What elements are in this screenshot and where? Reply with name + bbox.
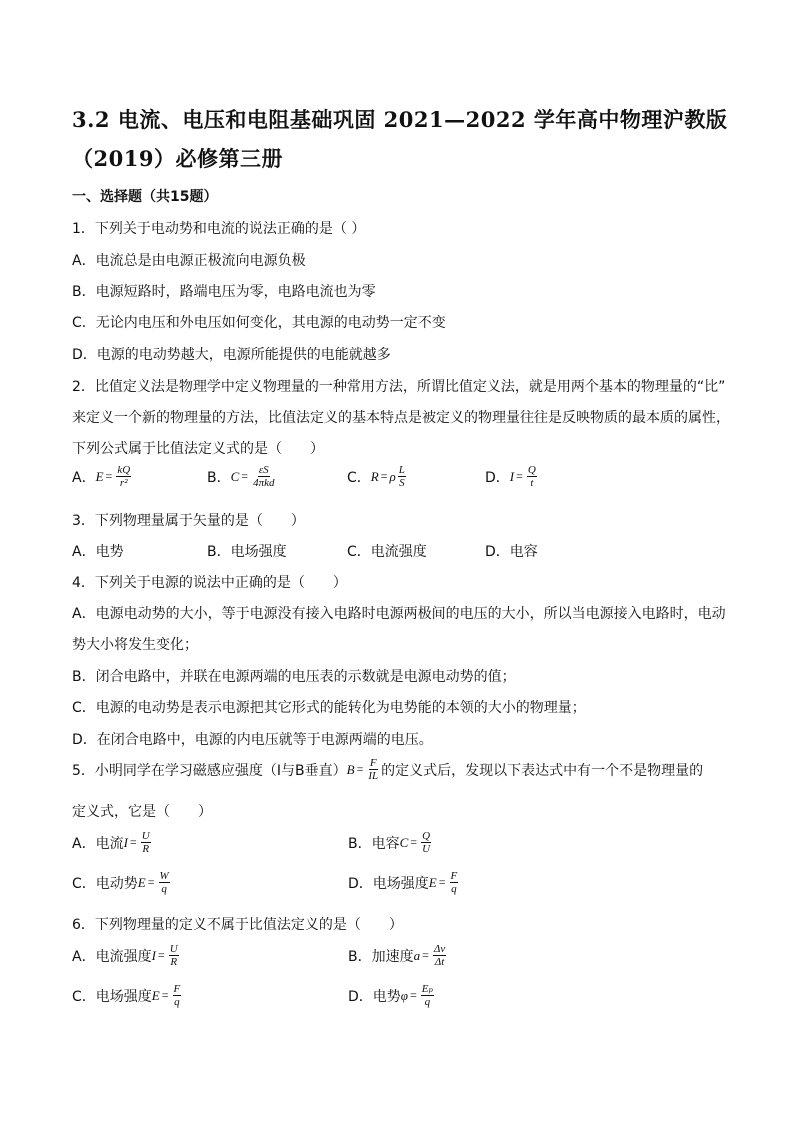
formula-fraction: $\frac{L}{S}$ bbox=[398, 464, 405, 489]
question-3-option-c: C．电流强度 bbox=[347, 544, 427, 560]
question-5-line-2: 定义式，它是（ ） bbox=[72, 804, 212, 820]
formula-fraction: $\frac{F}{q}$ bbox=[450, 870, 458, 895]
question-1-option-c: C．无论内电压和外电压如何变化，其电源的电动势一定不变 bbox=[72, 315, 446, 331]
formula-fraction: $\frac{\text{Eₚ}}{q}$ bbox=[421, 983, 433, 1008]
question-2-line-2: 来定义一个新的物理量的方法，比值法定义的基本特点是被定义的物理量往往是反映物质的最本质的属性， bbox=[72, 410, 730, 426]
question-2-option-c: C． R = ρ $\frac{L}{S}$ bbox=[347, 464, 405, 489]
formula-fraction: $\frac{F}{IL}$ bbox=[368, 757, 379, 782]
formula-fraction: $\frac{W}{q}$ bbox=[159, 870, 169, 895]
option-prefix: A． bbox=[72, 469, 96, 486]
question-1-option-a: A．电流总是由电源正极流向电源负极 bbox=[72, 253, 306, 269]
option-prefix: B． bbox=[207, 469, 231, 486]
question-4-option-b: B．闭合电路中，并联在电源两端的电压表的示数就是电源电动势的值； bbox=[72, 669, 516, 685]
question-3-option-b: B．电场强度 bbox=[207, 544, 287, 560]
question-2-option-b: B． C = $\frac{\varepsilon S}{\text{4πkd}}$ bbox=[207, 464, 275, 489]
question-3-option-d: D．电容 bbox=[485, 544, 538, 560]
question-2-option-d: D． I = $\frac{Q}{t}$ bbox=[485, 464, 536, 489]
section-heading: 一、选择题（共15题） bbox=[72, 189, 218, 205]
formula-magnetic-field: B = $\frac{F}{IL}$ bbox=[346, 757, 379, 782]
question-2-option-a: A． E = $\frac{kQ}{\text{r²}}$ bbox=[72, 464, 131, 489]
formula-fraction: $\frac{Q}{t}$ bbox=[527, 464, 536, 489]
option-prefix: D． bbox=[485, 469, 510, 486]
question-3-stem: 3．下列物理量属于矢量的是（ ） bbox=[72, 513, 305, 529]
formula-fraction: $\frac{kQ}{\text{r²}}$ bbox=[117, 464, 131, 489]
formula-fraction: $\frac{\Delta v}{\Delta t}$ bbox=[433, 943, 446, 968]
question-5-option-d: D．电场强度 E = $\frac{F}{q}$ bbox=[348, 870, 458, 895]
question-5-stem: 5．小明同学在学习磁感应强度（ I与B垂直） B = $\frac{F}{IL}$ 的定义式后，发现以下表达式中有一个不是物理量的 bbox=[72, 757, 704, 782]
question-2-line-3: 下列公式属于比值法定义式的是（ ） bbox=[72, 441, 324, 457]
title-line-2: （2019）必修第三册 bbox=[72, 146, 283, 171]
document-title bbox=[72, 100, 732, 178]
question-5-option-a: A．电流 I = $\frac{U}{R}$ bbox=[72, 830, 150, 855]
option-prefix: C． bbox=[347, 469, 371, 486]
question-2-line-1: 2．比值定义法是物理学中定义物理量的一种常用方法，所谓比值定义法，就是用两个基本的物理量的“比” bbox=[72, 379, 726, 395]
question-4-option-a-line-1: A．电源电动势的大小，等于电源没有接入电路时电源两极间的电压的大小，所以当电源接入电路时，电动 bbox=[72, 606, 726, 622]
question-4-option-c: C．电源的电动势是表示电源把其它形式的能转化为电势能的本领的大小的物理量； bbox=[72, 700, 586, 716]
question-6-option-b: B．加速度 a = $\frac{\Delta v}{\Delta t}$ bbox=[348, 943, 446, 968]
question-6-option-c: C．电场强度 E = $\frac{F}{q}$ bbox=[72, 983, 181, 1008]
formula-fraction: $\frac{\varepsilon S}{\text{4πkd}}$ bbox=[253, 464, 275, 489]
question-5-option-b: B．电容 C = $\frac{Q}{U}$ bbox=[348, 830, 431, 855]
title-line-1: 3.2 电流、电压和电阻基础巩固 2021—2022 学年高中物理沪教版 bbox=[72, 107, 728, 132]
question-6-option-d: D．电势 φ = $\frac{\text{Eₚ}}{q}$ bbox=[348, 983, 433, 1008]
formula-lhs: E bbox=[95, 468, 104, 484]
formula-lhs: R bbox=[370, 468, 379, 484]
formula-fraction: $\frac{Q}{U}$ bbox=[422, 830, 431, 855]
question-1-stem: 1．下列关于电动势和电流的说法正确的是（ ） bbox=[72, 221, 366, 237]
formula-fraction: $\frac{U}{R}$ bbox=[169, 943, 178, 968]
question-4-stem: 4．下列关于电源的说法中正确的是（ ） bbox=[72, 575, 347, 591]
question-4-option-a-line-2: 势大小将发生变化； bbox=[72, 637, 198, 653]
formula-lhs: I bbox=[509, 468, 515, 484]
question-1-option-b: B．电源短路时，路端电压为零，电路电流也为零 bbox=[72, 284, 376, 300]
question-3-option-a: A．电势 bbox=[72, 544, 124, 560]
question-5-option-c: C．电动势 E = $\frac{W}{q}$ bbox=[72, 870, 169, 895]
question-6-stem: 6．下列物理量的定义不属于比值法定义的是（ ） bbox=[72, 917, 403, 933]
formula-lhs: C bbox=[230, 468, 240, 484]
question-6-option-a: A．电流强度 I = $\frac{U}{R}$ bbox=[72, 943, 178, 968]
formula-fraction: $\frac{F}{q}$ bbox=[173, 983, 181, 1008]
formula-fraction: $\frac{U}{R}$ bbox=[141, 830, 150, 855]
question-1-option-d: D．电源的电动势越大，电源所能提供的电能就越多 bbox=[72, 347, 391, 363]
question-4-option-d: D．在闭合电路中，电源的内电压就等于电源两端的电压。 bbox=[72, 732, 433, 748]
